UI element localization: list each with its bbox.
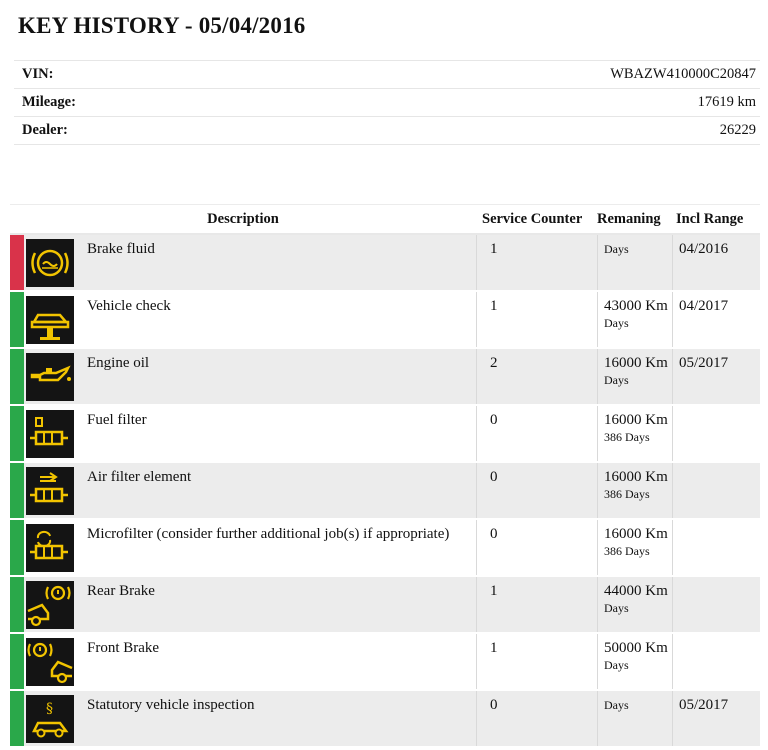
remaining-days: 386 Days [604, 487, 650, 501]
service-remaining [597, 691, 672, 746]
remaining-days: Days [604, 658, 629, 672]
engine-oil-icon [26, 353, 74, 401]
service-row [10, 520, 760, 577]
remaining-km: 16000 Km [604, 412, 668, 428]
remaining-km: 16000 Km [604, 469, 668, 485]
info-row-dealer [14, 117, 760, 145]
service-description: Brake fluid [87, 241, 155, 257]
service-remaining [597, 463, 672, 518]
status-bar [10, 463, 24, 518]
service-description: Engine oil [87, 355, 150, 371]
remaining-km: 44000 Km [604, 583, 668, 599]
rear-brake-icon [26, 581, 74, 629]
service-counter: 1 [476, 577, 597, 632]
vin-value: WBAZW410000C20847 [610, 66, 756, 82]
service-icon-cell [24, 577, 86, 632]
service-counter: 0 [476, 691, 597, 746]
page-title: KEY HISTORY - 05/04/2016 [18, 13, 306, 38]
remaining-km: 16000 Km [604, 526, 668, 542]
service-description: Vehicle check [87, 298, 171, 314]
service-counter: 1 [476, 235, 597, 290]
statutory-inspection-icon [26, 695, 74, 743]
service-icon-cell [24, 349, 86, 404]
service-description: Fuel filter [87, 412, 147, 428]
service-remaining [597, 406, 672, 461]
service-table-header [10, 205, 760, 235]
service-remaining [597, 634, 672, 689]
info-row-mileage [14, 89, 760, 117]
remaining-km: 16000 Km [604, 355, 668, 371]
service-icon-cell [24, 520, 86, 575]
header-description: Description [207, 210, 279, 227]
info-row-vin [14, 61, 760, 89]
fuel-filter-icon [26, 410, 74, 458]
service-description: Microfilter (consider further additional job(s) if appropriate) [87, 526, 450, 542]
service-row [10, 292, 760, 349]
service-counter: 2 [476, 349, 597, 404]
status-bar [10, 235, 24, 290]
service-incl-range: 05/2017 [672, 691, 760, 746]
service-row [10, 349, 760, 406]
service-rows [10, 235, 760, 748]
service-incl-range: 04/2016 [672, 235, 760, 290]
service-counter: 0 [476, 406, 597, 461]
service-remaining [597, 520, 672, 575]
service-icon-cell [24, 292, 86, 347]
service-row [10, 235, 760, 292]
status-bar [10, 691, 24, 746]
svg-text:§: § [46, 701, 53, 717]
status-bar [10, 406, 24, 461]
service-counter: 0 [476, 520, 597, 575]
service-remaining [597, 235, 672, 290]
microfilter-icon [26, 524, 74, 572]
status-bar [10, 634, 24, 689]
service-description: Statutory vehicle inspection [87, 697, 255, 713]
header-service-counter: Service Counter [482, 210, 583, 227]
remaining-days: Days [604, 242, 629, 256]
air-filter-icon [26, 467, 74, 515]
service-description: Rear Brake [87, 583, 155, 599]
service-remaining [597, 577, 672, 632]
vehicle-check-icon [26, 296, 74, 344]
remaining-days: 386 Days [604, 544, 650, 558]
mileage-label: Mileage: [22, 94, 76, 110]
service-description: Front Brake [87, 640, 160, 656]
service-icon-cell [24, 463, 86, 518]
header-remaining: Remaning [597, 210, 661, 227]
vehicle-info-table [14, 60, 760, 145]
service-icon-cell [24, 634, 86, 689]
dealer-value: 26229 [719, 122, 756, 138]
service-incl-range [672, 463, 760, 518]
service-row [10, 406, 760, 463]
remaining-days: Days [604, 373, 629, 387]
service-icon-cell [24, 691, 86, 746]
remaining-days: Days [604, 601, 629, 615]
service-incl-range [672, 406, 760, 461]
service-incl-range [672, 520, 760, 575]
service-counter: 1 [476, 634, 597, 689]
header-incl-range: Incl Range [676, 210, 744, 227]
service-row [10, 691, 760, 748]
status-bar [10, 577, 24, 632]
remaining-km: 43000 Km [604, 298, 668, 314]
brake-fluid-icon [26, 239, 74, 287]
service-row [10, 634, 760, 691]
vin-label: VIN: [22, 66, 54, 82]
service-incl-range: 05/2017 [672, 349, 760, 404]
remaining-days: Days [604, 316, 629, 330]
service-description: Air filter element [87, 469, 192, 485]
mileage-value: 17619 km [697, 94, 756, 110]
service-incl-range [672, 634, 760, 689]
service-counter: 0 [476, 463, 597, 518]
front-brake-icon [26, 638, 74, 686]
status-bar [10, 349, 24, 404]
remaining-days: Days [604, 698, 629, 712]
service-icon-cell [24, 235, 86, 290]
status-bar [10, 292, 24, 347]
remaining-days: 386 Days [604, 430, 650, 444]
service-incl-range: 04/2017 [672, 292, 760, 347]
remaining-km: 50000 Km [604, 640, 668, 656]
service-table [10, 204, 760, 748]
service-icon-cell [24, 406, 86, 461]
service-counter: 1 [476, 292, 597, 347]
service-remaining [597, 349, 672, 404]
dealer-label: Dealer: [22, 122, 68, 138]
service-incl-range [672, 577, 760, 632]
status-bar [10, 520, 24, 575]
service-row [10, 577, 760, 634]
service-row [10, 463, 760, 520]
service-remaining [597, 292, 672, 347]
